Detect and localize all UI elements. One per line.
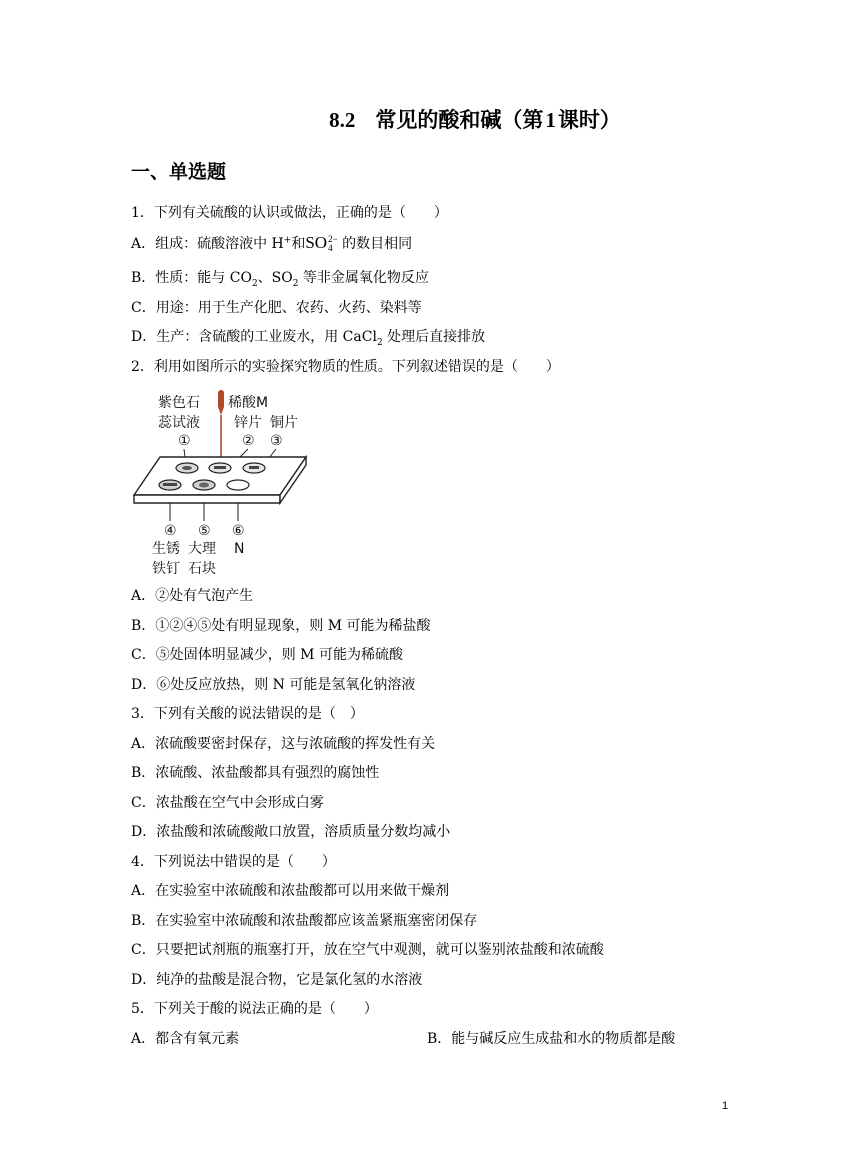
fig-circled-4: ④ <box>164 523 177 539</box>
q4-option-d: D．纯净的盐酸是混合物，它是氯化氢的水溶液 <box>131 972 423 988</box>
q2-option-d: D．⑥处反应放热，则 N 可能是氢氧化钠溶液 <box>131 677 416 693</box>
fig-label-2: 锌片 <box>234 415 262 431</box>
q1-b-mid: 、SO <box>257 270 293 286</box>
q1-a-mid: 和 <box>291 236 306 252</box>
spot-plate-figure <box>130 387 310 579</box>
q1-b-post: 等非金属氧化物反应 <box>298 270 429 286</box>
fig-acid-label: 稀酸M <box>228 395 269 411</box>
fig-label-4b: 铁钉 <box>152 561 180 577</box>
page-number: 1 <box>722 1100 729 1112</box>
q3-option-d: D．浓盐酸和浓硫酸敞口放置，溶质质量分数均减小 <box>131 824 451 840</box>
q1-d-post: 处理后直接排放 <box>382 329 486 345</box>
q1-option-a <box>131 233 412 254</box>
fig-label-1b: 蕊试液 <box>158 415 200 431</box>
q1-option-c: C．用途：用于生产化肥、农药、火药、染料等 <box>131 300 422 316</box>
q1-a-pre: A．组成：硫酸溶液中 H <box>131 236 284 252</box>
q1-a-post: 的数目相同 <box>337 236 413 252</box>
q3-option-b: B．浓硫酸、浓盐酸都具有强烈的腐蚀性 <box>131 765 380 781</box>
fig-circled-5: ⑤ <box>198 523 211 539</box>
q1-b-sub1: 2 <box>251 278 258 289</box>
q2-option-b: B．①②④⑤处有明显现象，则 M 可能为稀盐酸 <box>131 618 431 634</box>
q1-stem: 1．下列有关硫酸的认识或做法，正确的是（ ） <box>131 205 448 221</box>
q5-stem: 5．下列关于酸的说法正确的是（ ） <box>131 1001 378 1017</box>
q2-option-c: C．⑤处固体明显减少，则 M 可能为稀硫酸 <box>131 647 403 663</box>
q3-stem: 3．下列有关酸的说法错误的是（ ） <box>131 706 364 722</box>
title-lesson: 1 <box>545 108 556 132</box>
q3-option-c: C．浓盐酸在空气中会形成白雾 <box>131 795 324 811</box>
well-6 <box>227 480 249 490</box>
q4-option-c: C．只要把试剂瓶的瓶塞打开，放在空气中观测，就可以鉴别浓盐酸和浓硫酸 <box>131 942 604 958</box>
q5-option-a: A．都含有氧元素 <box>131 1031 240 1047</box>
fig-circled-6: ⑥ <box>232 523 245 539</box>
q5-option-b: B．能与碱反应生成盐和水的物质都是酸 <box>427 1031 676 1047</box>
fig-label-4a: 生锈 <box>152 541 180 557</box>
section-heading: 一、单选题 <box>131 161 227 183</box>
q1-d-sub: 2 <box>376 337 383 348</box>
sulfate-subscript: 4 <box>328 243 333 254</box>
fig-label-5b: 石块 <box>188 561 216 577</box>
fig-circled-2: ② <box>242 433 255 449</box>
fig-label-1a: 紫色石 <box>158 395 200 411</box>
page-title <box>0 104 860 134</box>
q1-option-d <box>131 327 485 347</box>
sulfate-symbol: SO <box>305 233 328 252</box>
sulfate-ion <box>305 233 337 252</box>
q1-b-pre: B．性质：能与 CO <box>131 270 252 286</box>
q4-option-a: A．在实验室中浓硫酸和浓盐酸都可以用来做干燥剂 <box>131 883 450 899</box>
q3-option-a: A．浓硫酸要密封保存，这与浓硫酸的挥发性有关 <box>131 736 436 752</box>
sulfate-charge: 2− <box>328 234 338 245</box>
q1-d-pre: D．生产：含硫酸的工业废水，用 CaCl <box>131 329 377 345</box>
q4-option-b: B．在实验室中浓硫酸和浓盐酸都应该盖紧瓶塞密闭保存 <box>131 913 478 929</box>
q1-option-b <box>131 268 429 288</box>
title-tail: 课时） <box>557 107 621 132</box>
title-text: 常见的酸和碱（第 <box>375 107 544 132</box>
fig-label-5a: 大理 <box>188 541 216 557</box>
fig-circled-1: ① <box>178 433 191 449</box>
q1-b-sub2: 2 <box>292 278 299 289</box>
fig-label-6: N <box>234 541 245 557</box>
fig-circled-3: ③ <box>270 433 283 449</box>
title-number: 8.2 <box>329 108 356 132</box>
q2-option-a: A．②处有气泡产生 <box>131 588 254 604</box>
fig-label-3: 铜片 <box>270 415 298 431</box>
q4-stem: 4．下列说法中错误的是（ ） <box>131 854 336 870</box>
q1-a-plus: + <box>283 235 292 246</box>
q2-stem: 2．利用如图所示的实验探究物质的性质。下列叙述错误的是（ ） <box>131 359 560 375</box>
